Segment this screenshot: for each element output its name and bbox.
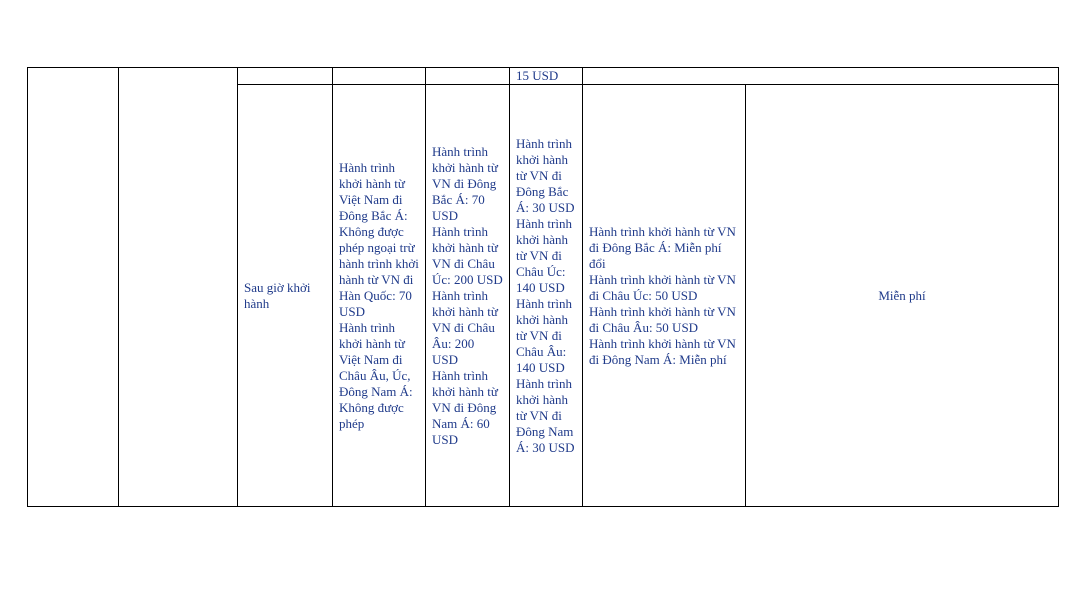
table-cell-fee-col8: Miễn phí [746,85,1059,507]
table-cell-condition: Sau giờ khởi hành [238,85,333,507]
table-cell-fee-col6: Hành trình khởi hành từ VN đi Đông Bắc Á: 30 USD Hành trình khởi hành từ VN đi Châu Úc: 140 USD Hành trình khởi hành từ VN đi Châu Âu: 140 USD Hành trình khởi hành từ VN đi Đông Nam Á: 30 USD [510,85,583,507]
table-cell-fee-col5: Hành trình khởi hành từ VN đi Đông Bắc Á: 70 USD Hành trình khởi hành từ VN đi Châu Úc: 200 USD Hành trình khởi hành từ VN đi Châu Âu: 200 USD Hành trình khởi hành từ VN đi Đông Nam Á: 60 USD [426,85,510,507]
table-cell-value: 15 USD [510,68,583,85]
table-cell-empty [583,68,1059,85]
table-cell-fee-col4: Hành trình khởi hành từ Việt Nam đi Đông Bắc Á: Không được phép ngoại trừ hành trình khởi hành từ VN đi Hàn Quốc: 70 USD Hành trình khởi hành từ Việt Nam đi Châu Âu, Úc, Đông Nam Á: Không được phép [333,85,426,507]
table-cell-empty [28,68,119,507]
fee-table [27,67,1059,507]
table-cell-empty [119,68,238,507]
table-cell-empty [238,68,333,85]
table-cell-fee-col7: Hành trình khởi hành từ VN đi Đông Bắc Á: Miễn phí đổi Hành trình khởi hành từ VN đi Châu Úc: 50 USD Hành trình khởi hành từ VN đi Châu Âu: 50 USD Hành trình khởi hành từ VN đi Đông Nam Á: Miễn phí [583,85,746,507]
table-cell-empty [426,68,510,85]
table-row [28,68,1059,85]
table-cell-empty [333,68,426,85]
